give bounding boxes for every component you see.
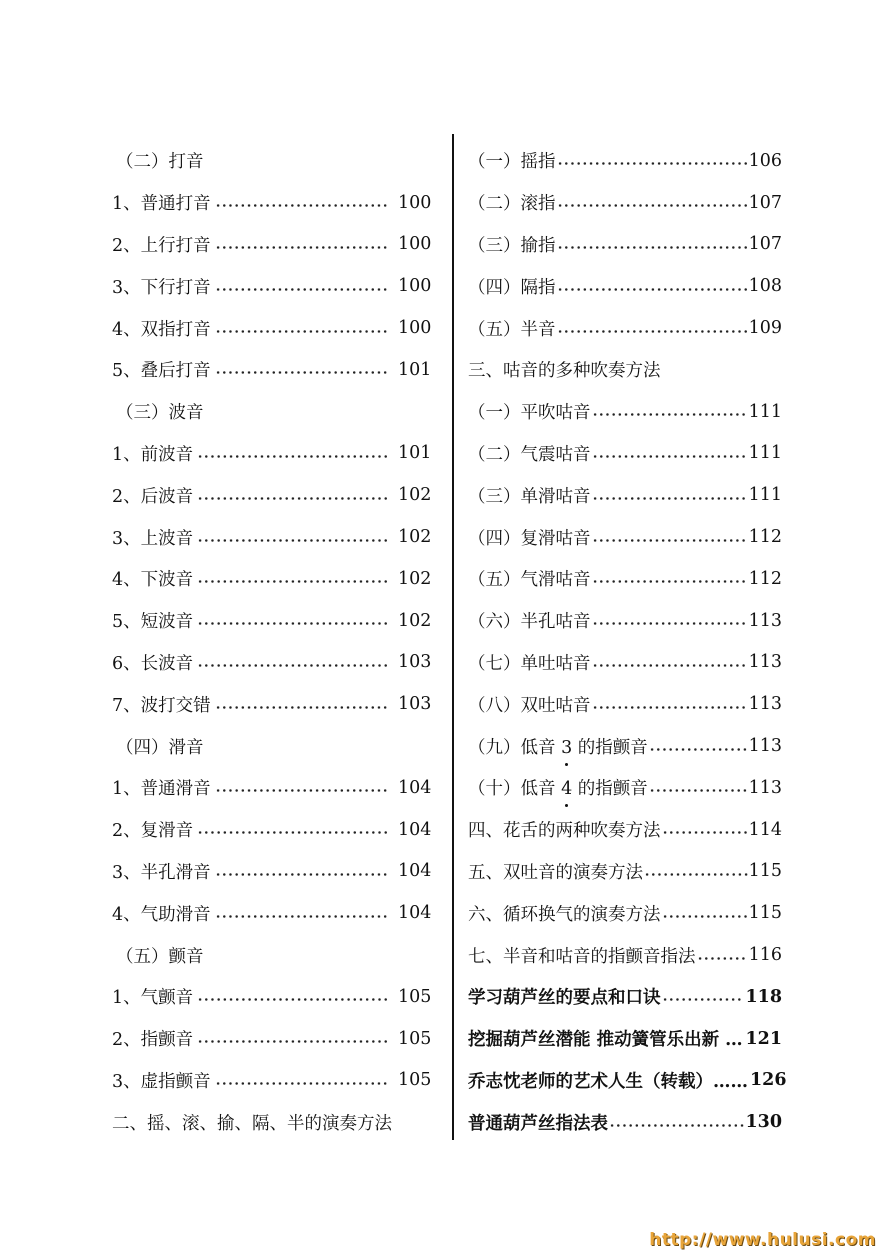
toc-entry-label: 二、摇、滚、揄、隔、半的演奏方法	[112, 1113, 392, 1134]
toc-entry-label: （二）滚指	[468, 194, 556, 215]
toc-entry	[468, 433, 782, 475]
dot-leader	[215, 204, 388, 207]
toc-entry-label: 3、半孔滑音	[112, 862, 211, 883]
toc-entry-page: 100	[398, 318, 432, 339]
toc-entry	[112, 307, 432, 349]
toc-entry	[468, 809, 782, 851]
dot-leader	[557, 162, 748, 165]
toc-entry-label: 1、普通滑音	[112, 779, 211, 800]
dot-leader	[592, 622, 748, 625]
toc-entry-label: 六、循环换气的演奏方法	[468, 904, 661, 925]
toc-entry	[112, 349, 432, 391]
dot-leader	[557, 288, 748, 291]
toc-entry-page: 114	[748, 819, 782, 840]
watermark-url: http://www.hulusi.com	[649, 1230, 876, 1250]
dot-leader	[662, 915, 748, 918]
toc-entry-page: 104	[398, 819, 432, 840]
toc-entry	[112, 809, 432, 851]
toc-entry-label: 6、长波音	[112, 653, 194, 674]
toc-entry-page: 105	[398, 1028, 432, 1049]
toc-entry	[468, 683, 782, 725]
toc-entry	[468, 1101, 782, 1143]
toc-entry-label: 五、双吐音的演奏方法	[468, 862, 643, 883]
toc-entry-page: 121	[745, 1028, 782, 1049]
dot-leader	[592, 413, 748, 416]
toc-entry	[468, 558, 782, 600]
toc-entry-label: （十）低音 4 的指颤音	[468, 779, 648, 800]
dot-leader	[649, 789, 748, 792]
dot-leader	[197, 580, 388, 583]
toc-entry	[468, 182, 782, 224]
toc-entry-label: （五）颤音	[116, 946, 204, 967]
toc-entry-page: 107	[748, 234, 782, 255]
toc-entry-label: （五）气滑咕音	[468, 570, 591, 591]
toc-entry	[112, 391, 428, 433]
dot-leader	[197, 1040, 388, 1043]
toc-entry-page: 113	[748, 610, 782, 631]
dot-leader	[215, 288, 388, 291]
toc-entry-label: 1、普通打音	[112, 194, 211, 215]
dot-leader	[609, 1124, 744, 1127]
toc-entry-label: 2、复滑音	[112, 821, 194, 842]
toc-entry-label: 学习葫芦丝的要点和口诀	[468, 988, 661, 1009]
toc-entry	[112, 600, 432, 642]
toc-entry-label: （四）隔指	[468, 277, 556, 298]
dot-leader	[215, 371, 388, 374]
toc-entry-label: 3、虚指颤音	[112, 1071, 211, 1092]
toc-entry	[468, 516, 782, 558]
dot-leader	[592, 706, 748, 709]
toc-entry-page: 111	[748, 485, 782, 506]
toc-entry	[112, 767, 432, 809]
toc-entry	[468, 642, 782, 684]
toc-entry-label: 7、波打交错	[112, 695, 211, 716]
toc-entry	[112, 934, 428, 976]
dot-leader	[215, 873, 388, 876]
dot-leader	[197, 539, 388, 542]
toc-entry-label: 5、短波音	[112, 612, 194, 633]
toc-entry-page: 102	[398, 568, 432, 589]
toc-entry-page: 103	[398, 652, 432, 673]
toc-entry	[468, 934, 782, 976]
dot-leader	[215, 915, 388, 918]
toc-entry	[468, 474, 782, 516]
toc-entry-page: 112	[748, 527, 782, 548]
toc-entry-label: （二）气震咕音	[468, 444, 591, 465]
toc-entry-page: 102	[398, 485, 432, 506]
toc-entry	[468, 976, 782, 1018]
dot-leader	[197, 831, 388, 834]
toc-entry-page: 109	[748, 318, 782, 339]
toc-entry-label: （二）打音	[116, 152, 204, 173]
toc-entry-label: （四）复滑咕音	[468, 528, 591, 549]
dot-leader	[557, 204, 748, 207]
toc-entry-page: 105	[398, 1070, 432, 1091]
toc-entry-page: 104	[398, 777, 432, 798]
toc-entry-page: 108	[748, 276, 782, 297]
toc-entry	[112, 433, 432, 475]
toc-entry-page: 113	[748, 694, 782, 715]
toc-entry-page: 130	[745, 1112, 782, 1133]
toc-entry	[468, 140, 782, 182]
toc-entry	[468, 307, 782, 349]
toc-entry-label: 乔志忱老师的艺术人生（转载）……	[468, 1071, 748, 1092]
toc-entry-page: 111	[748, 443, 782, 464]
toc-entry-label: 4、下波音	[112, 570, 194, 591]
low-octave-dot-icon: 4	[561, 779, 573, 800]
toc-entry-label: 挖掘葫芦丝潜能 推动簧管乐出新 …	[468, 1030, 743, 1051]
dot-leader	[592, 539, 748, 542]
toc-entry-label: 普通葫芦丝指法表	[468, 1113, 608, 1134]
toc-right-column	[468, 140, 787, 1143]
toc-entry-page: 113	[748, 652, 782, 673]
dot-leader	[744, 1040, 745, 1043]
toc-entry	[112, 976, 432, 1018]
toc-entry	[112, 1101, 428, 1143]
toc-entry-label: （一）摇指	[468, 152, 556, 173]
column-divider	[452, 134, 454, 1140]
dot-leader	[197, 998, 388, 1001]
toc-entry	[468, 1018, 782, 1060]
toc-entry-label: 5、叠后打音	[112, 361, 211, 382]
toc-entry-page: 104	[398, 861, 432, 882]
dot-leader	[649, 748, 748, 751]
toc-left-column	[112, 140, 432, 1143]
toc-entry	[112, 725, 428, 767]
dot-leader	[197, 622, 388, 625]
toc-entry	[112, 683, 432, 725]
dot-leader	[662, 831, 748, 834]
toc-entry	[112, 1018, 432, 1060]
toc-entry-page: 115	[748, 861, 782, 882]
dot-leader	[592, 455, 748, 458]
toc-entry-label: 四、花舌的两种吹奏方法	[468, 821, 661, 842]
toc-entry-page: 101	[398, 443, 432, 464]
toc-entry	[112, 892, 432, 934]
toc-entry	[468, 851, 782, 893]
toc-entry-label: 2、上行打音	[112, 235, 211, 256]
dot-leader	[592, 497, 748, 500]
toc-entry-page: 113	[748, 777, 782, 798]
dot-leader	[215, 789, 388, 792]
toc-entry-page: 111	[748, 401, 782, 422]
toc-entry	[112, 516, 432, 558]
toc-entry-label: （三）单滑咕音	[468, 486, 591, 507]
toc-entry-label: （一）平吹咕音	[468, 403, 591, 424]
dot-leader	[592, 580, 748, 583]
toc-entry	[112, 140, 428, 182]
toc-entry-label: 2、后波音	[112, 486, 194, 507]
toc-entry-page: 101	[398, 359, 432, 380]
dot-leader	[592, 664, 748, 667]
toc-entry	[112, 474, 432, 516]
toc-entry-label: 1、前波音	[112, 444, 194, 465]
toc-entry-label: （四）滑音	[116, 737, 204, 758]
dot-leader	[697, 957, 748, 960]
toc-entry	[468, 725, 782, 767]
toc-entry	[468, 1060, 787, 1102]
dot-leader	[662, 998, 745, 1001]
toc-entry-label: 七、半音和咕音的指颤音指法	[468, 946, 696, 967]
toc-entry-label: 2、指颤音	[112, 1030, 194, 1051]
toc-entry	[112, 182, 432, 224]
toc-entry-label: 4、气助滑音	[112, 904, 211, 925]
toc-entry	[112, 851, 432, 893]
toc-entry-label: 3、下行打音	[112, 277, 211, 298]
toc-entry-page: 113	[748, 736, 782, 757]
toc-entry-label: （三）波音	[116, 403, 204, 424]
toc-entry-label: （五）半音	[468, 319, 556, 340]
toc-entry	[468, 892, 782, 934]
dot-leader	[557, 330, 748, 333]
toc-entry	[112, 265, 432, 307]
toc-entry-label: （六）半孔咕音	[468, 612, 591, 633]
toc-entry	[112, 1060, 432, 1102]
toc-entry-page: 105	[398, 986, 432, 1007]
toc-entry-label: （三）揄指	[468, 235, 556, 256]
toc-entry-page: 100	[398, 234, 432, 255]
toc-entry	[468, 600, 782, 642]
toc-entry-label: 3、上波音	[112, 528, 194, 549]
toc-entry-page: 100	[398, 276, 432, 297]
toc-entry	[468, 391, 782, 433]
toc-entry	[112, 642, 432, 684]
toc-entry-label: 三、咕音的多种吹奏方法	[468, 361, 661, 382]
toc-entry-label: （七）单吐咕音	[468, 653, 591, 674]
dot-leader	[215, 246, 388, 249]
toc-entry-label: 4、双指打音	[112, 319, 211, 340]
toc-entry-page: 106	[748, 150, 782, 171]
toc-entry-page: 116	[748, 945, 782, 966]
toc-entry	[468, 767, 782, 809]
toc-entry-page: 126	[750, 1070, 787, 1091]
dot-leader	[197, 497, 388, 500]
dot-leader	[644, 873, 748, 876]
toc-entry-label: （九）低音 3 的指颤音	[468, 737, 648, 758]
low-octave-dot-icon: 3	[561, 737, 573, 758]
toc-entry-label: （八）双吐咕音	[468, 695, 591, 716]
toc-entry-page: 102	[398, 527, 432, 548]
toc-entry	[112, 224, 432, 266]
toc-entry	[468, 265, 782, 307]
toc-entry-page: 118	[745, 986, 782, 1007]
dot-leader	[197, 664, 388, 667]
dot-leader	[557, 246, 748, 249]
toc-entry	[468, 224, 782, 266]
dot-leader	[215, 330, 388, 333]
toc-entry-label: 1、气颤音	[112, 988, 194, 1009]
toc-entry	[468, 349, 782, 391]
dot-leader	[197, 455, 388, 458]
toc-entry-page: 102	[398, 610, 432, 631]
toc-entry-page: 103	[398, 694, 432, 715]
dot-leader	[215, 706, 388, 709]
toc-entry-page: 100	[398, 192, 432, 213]
toc-entry-page: 115	[748, 903, 782, 924]
toc-entry-page: 104	[398, 903, 432, 924]
toc-entry-page: 107	[748, 192, 782, 213]
dot-leader	[215, 1082, 388, 1085]
toc-entry	[112, 558, 432, 600]
toc-entry-page: 112	[748, 568, 782, 589]
